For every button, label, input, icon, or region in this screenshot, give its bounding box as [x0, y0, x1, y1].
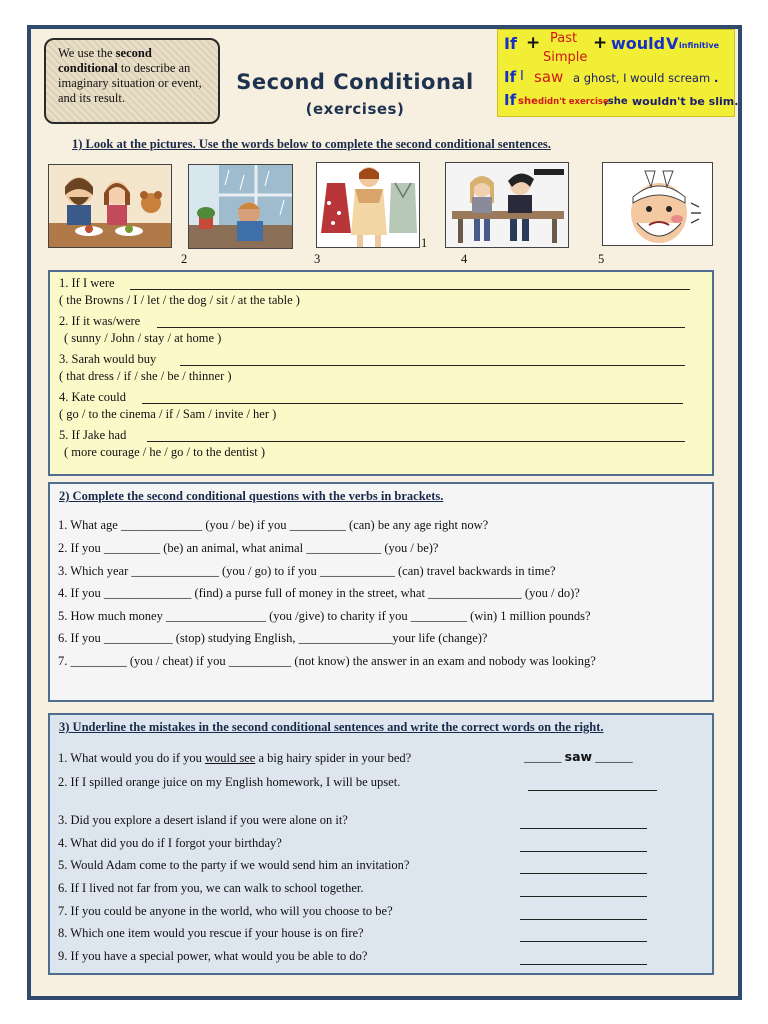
- q2-item-2: 2. If you _________ (be) an animal, what animal ____________ (you / be)?: [58, 541, 439, 555]
- q2-item-7: 7. _________ (you / cheat) if you __________ (not know) the answer in an exam and nobody was looking?: [58, 654, 596, 668]
- example2-if: If: [504, 91, 517, 109]
- q2-item-6: 6. If you ___________ (stop) studying English, _______________your life (change)?: [58, 631, 488, 645]
- q1-item-5-prompt: 5. If Jake had: [59, 428, 127, 442]
- formula-plus-1: +: [526, 33, 541, 53]
- q1-heading: 1) Look at the pictures. Use the words below to complete the second conditional sentences.: [72, 137, 551, 151]
- q1-item-2-prompt: 2. If it was/were: [59, 314, 141, 328]
- q2-item-1: 1. What age _____________ (you / be) if you _________ (can) be any age right now?: [58, 518, 489, 532]
- q3-item-3: 3. Did you explore a desert island if you were alone on it?: [58, 813, 348, 827]
- formula-simple: Simple: [543, 50, 588, 65]
- picture-number-3: 3: [314, 252, 321, 266]
- intro-bold: second conditional: [58, 46, 152, 75]
- q3-item-6: 6. If I lived not far from you, we can walk to school together.: [58, 881, 364, 895]
- q1-item-4-answer-line[interactable]: [142, 403, 683, 404]
- page-subtitle: (exercises): [305, 100, 405, 118]
- dress-shopping-illustration: [317, 163, 420, 248]
- picture-number-1: 1: [421, 236, 428, 250]
- formula-past: Past: [550, 31, 578, 46]
- q3-item-1-mistake: would see: [204, 751, 256, 765]
- example1-dot: .: [714, 71, 719, 85]
- exercise-2-box: [48, 482, 714, 702]
- intro-text-1: We use the: [58, 46, 116, 60]
- q3-item-2-answer-line[interactable]: [528, 790, 657, 791]
- q3-item-1-answer-post: ______: [592, 750, 633, 764]
- picture-dress-shopping: [316, 162, 420, 248]
- picture-rainy-window: [188, 164, 293, 249]
- q3-item-7-answer-line[interactable]: [520, 919, 647, 920]
- picture-couple-bench: [445, 162, 569, 248]
- q1-item-2-hint: ( sunny / John / stay / at home ): [64, 331, 222, 345]
- page-title: Second Conditional: [236, 70, 474, 94]
- example1-rest: a ghost, I would scream: [573, 71, 711, 85]
- picture-number-4: 4: [461, 252, 468, 266]
- example1-saw: saw: [534, 68, 564, 86]
- q1-item-4-prompt: 4. Kate could: [59, 390, 126, 404]
- example2-she: she: [518, 96, 538, 107]
- intro-text-2: to describe an imaginary situation or event, and its result.: [58, 61, 202, 105]
- q2-item-4: 4. If you ______________ (find) a purse full of money in the street, what _______________ (you / do)?: [58, 586, 580, 600]
- q3-item-4-answer-line[interactable]: [520, 851, 647, 852]
- q3-item-1-answer-pre: ______: [524, 750, 565, 764]
- q3-item-1: [58, 751, 411, 766]
- example1-i: I: [520, 69, 524, 84]
- q1-item-3-hint: ( that dress / if / she / be / thinner ): [59, 369, 232, 383]
- couple-bench-illustration: [446, 163, 569, 248]
- q3-item-3-answer-line[interactable]: [520, 828, 647, 829]
- q1-item-5-hint: ( more courage / he / go / to the dentist ): [64, 445, 265, 459]
- q3-item-1-pre: 1. What would you do if you: [58, 751, 205, 765]
- formula-v: V: [666, 34, 679, 53]
- q3-item-1-answer-word: saw: [564, 749, 593, 764]
- q1-item-1-prompt: 1. If I were: [59, 276, 115, 290]
- q3-item-6-answer-line[interactable]: [520, 896, 647, 897]
- rainy-window-illustration: [189, 165, 293, 249]
- formula-box: [497, 29, 739, 117]
- q3-item-8-answer-line[interactable]: [520, 941, 647, 942]
- q1-item-5-answer-line[interactable]: [147, 441, 685, 442]
- q2-item-5: 5. How much money ________________ (you /give) to charity if you _________ (win) 1 million pounds?: [58, 609, 591, 623]
- q1-item-1-answer-line[interactable]: [130, 289, 690, 290]
- formula-would: would: [611, 34, 666, 53]
- q1-item-1-hint: ( the Browns / I / let / the dog / sit / at the table ): [59, 293, 300, 307]
- family-dinner-illustration: [49, 165, 172, 248]
- q3-item-1-post: a big hairy spider in your bed?: [255, 751, 412, 765]
- example1-if: If: [504, 68, 517, 86]
- formula-plus-2: +: [593, 33, 608, 53]
- toothache-illustration: [603, 163, 713, 246]
- q2-heading: 2) Complete the second conditional questions with the verbs in brackets.: [59, 489, 444, 503]
- q1-item-3-answer-line[interactable]: [180, 365, 685, 366]
- formula-infinitive: infinitive: [679, 41, 720, 50]
- q3-item-9: 9. If you have a special power, what would you be able to do?: [58, 949, 368, 963]
- q3-item-5: 5. Would Adam come to the party if we would send him an invitation?: [58, 858, 410, 872]
- exercise-3-box: [48, 713, 714, 975]
- intro-box: [44, 38, 220, 124]
- q1-item-2-answer-line[interactable]: [157, 327, 685, 328]
- q3-item-2: 2. If I spilled orange juice on my English homework, I will be upset.: [58, 775, 401, 789]
- picture-number-5: 5: [598, 252, 605, 266]
- example2-didnt: didn't exercise: [538, 97, 609, 107]
- q3-item-9-answer-line[interactable]: [520, 964, 647, 965]
- q3-heading: 3) Underline the mistakes in the second conditional sentences and write the correct words on the right.: [59, 720, 604, 734]
- q3-item-4: 4. What did you do if I forgot your birthday?: [58, 836, 282, 850]
- q3-item-7: 7. If you could be anyone in the world, who will you choose to be?: [58, 904, 393, 918]
- q1-item-4-hint: ( go / to the cinema / if / Sam / invite / her ): [59, 407, 277, 421]
- q3-item-8: 8. Which one item would you rescue if your house is on fire?: [58, 926, 364, 940]
- q1-item-3-prompt: 3. Sarah would buy: [59, 352, 157, 366]
- q2-item-3: 3. Which year ______________ (you / go) to if you ____________ (can) travel backwards in time?: [58, 564, 556, 578]
- picture-number-2: 2: [181, 252, 188, 266]
- picture-family-dinner: [48, 164, 172, 248]
- picture-toothache: [602, 162, 713, 246]
- example2-she2: ,she: [604, 96, 628, 107]
- exercise-1-box: [48, 270, 714, 476]
- q3-item-1-answer: [524, 749, 633, 765]
- example2-wouldnt: wouldn't be slim.: [632, 95, 739, 108]
- q3-item-5-answer-line[interactable]: [520, 873, 647, 874]
- formula-if: If: [504, 34, 517, 53]
